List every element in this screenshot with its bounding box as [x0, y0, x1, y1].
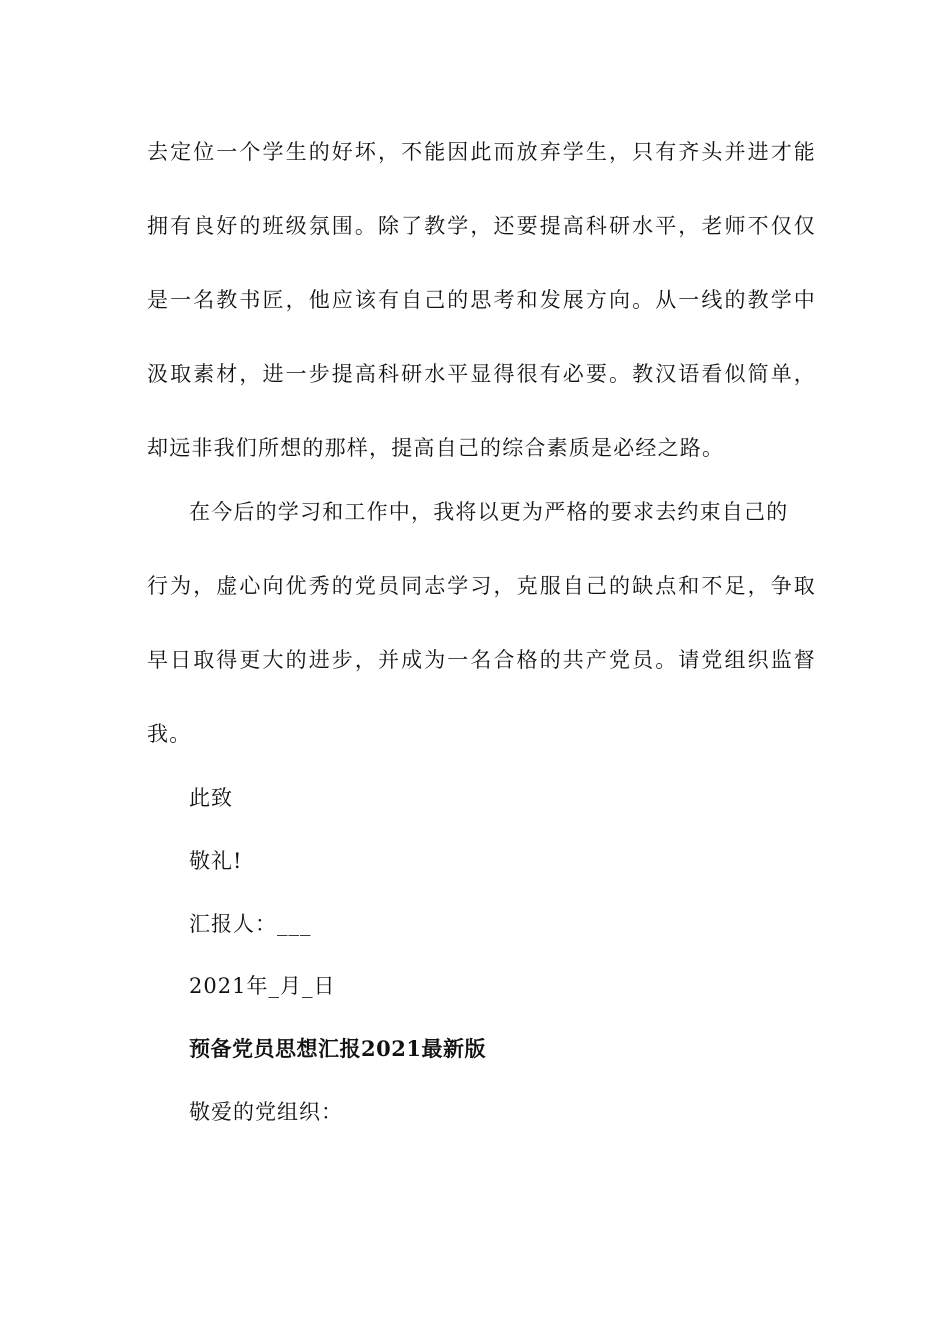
- report-date: 2021年_月_日: [189, 974, 336, 998]
- paragraph-1-line-2: 拥有良好的班级氛围。除了教学，还要提高科研水平，老师不仅仅: [147, 214, 817, 238]
- closing-salutation: 此致: [189, 786, 233, 810]
- greeting: 敬爱的党组织：: [189, 1100, 343, 1124]
- section-title: 预备党员思想汇报2021最新版: [189, 1036, 486, 1061]
- paragraph-2-line-2: 行为，虚心向优秀的党员同志学习，克服自己的缺点和不足，争取: [147, 574, 817, 598]
- paragraph-1-line-3: 是一名教书匠，他应该有自己的思考和发展方向。从一线的教学中: [147, 288, 817, 312]
- closing-regards: 敬礼!: [189, 849, 243, 873]
- paragraph-1-line-1: 去定位一个学生的好坏，不能因此而放弃学生，只有齐头并进才能: [147, 140, 817, 164]
- paragraph-1-line-5: 却远非我们所想的那样，提高自己的综合素质是必经之路。: [147, 436, 725, 460]
- paragraph-2-line-1: 在今后的学习和工作中，我将以更为严格的要求去约束自己的: [189, 500, 789, 524]
- reporter-line: 汇报人：___: [189, 912, 312, 936]
- paragraph-2-line-4: 我。: [147, 722, 192, 746]
- paragraph-1-line-4: 汲取素材，进一步提高科研水平显得很有必要。教汉语看似简单，: [147, 362, 817, 386]
- paragraph-2-line-3: 早日取得更大的进步，并成为一名合格的共产党员。请党组织监督: [147, 648, 817, 672]
